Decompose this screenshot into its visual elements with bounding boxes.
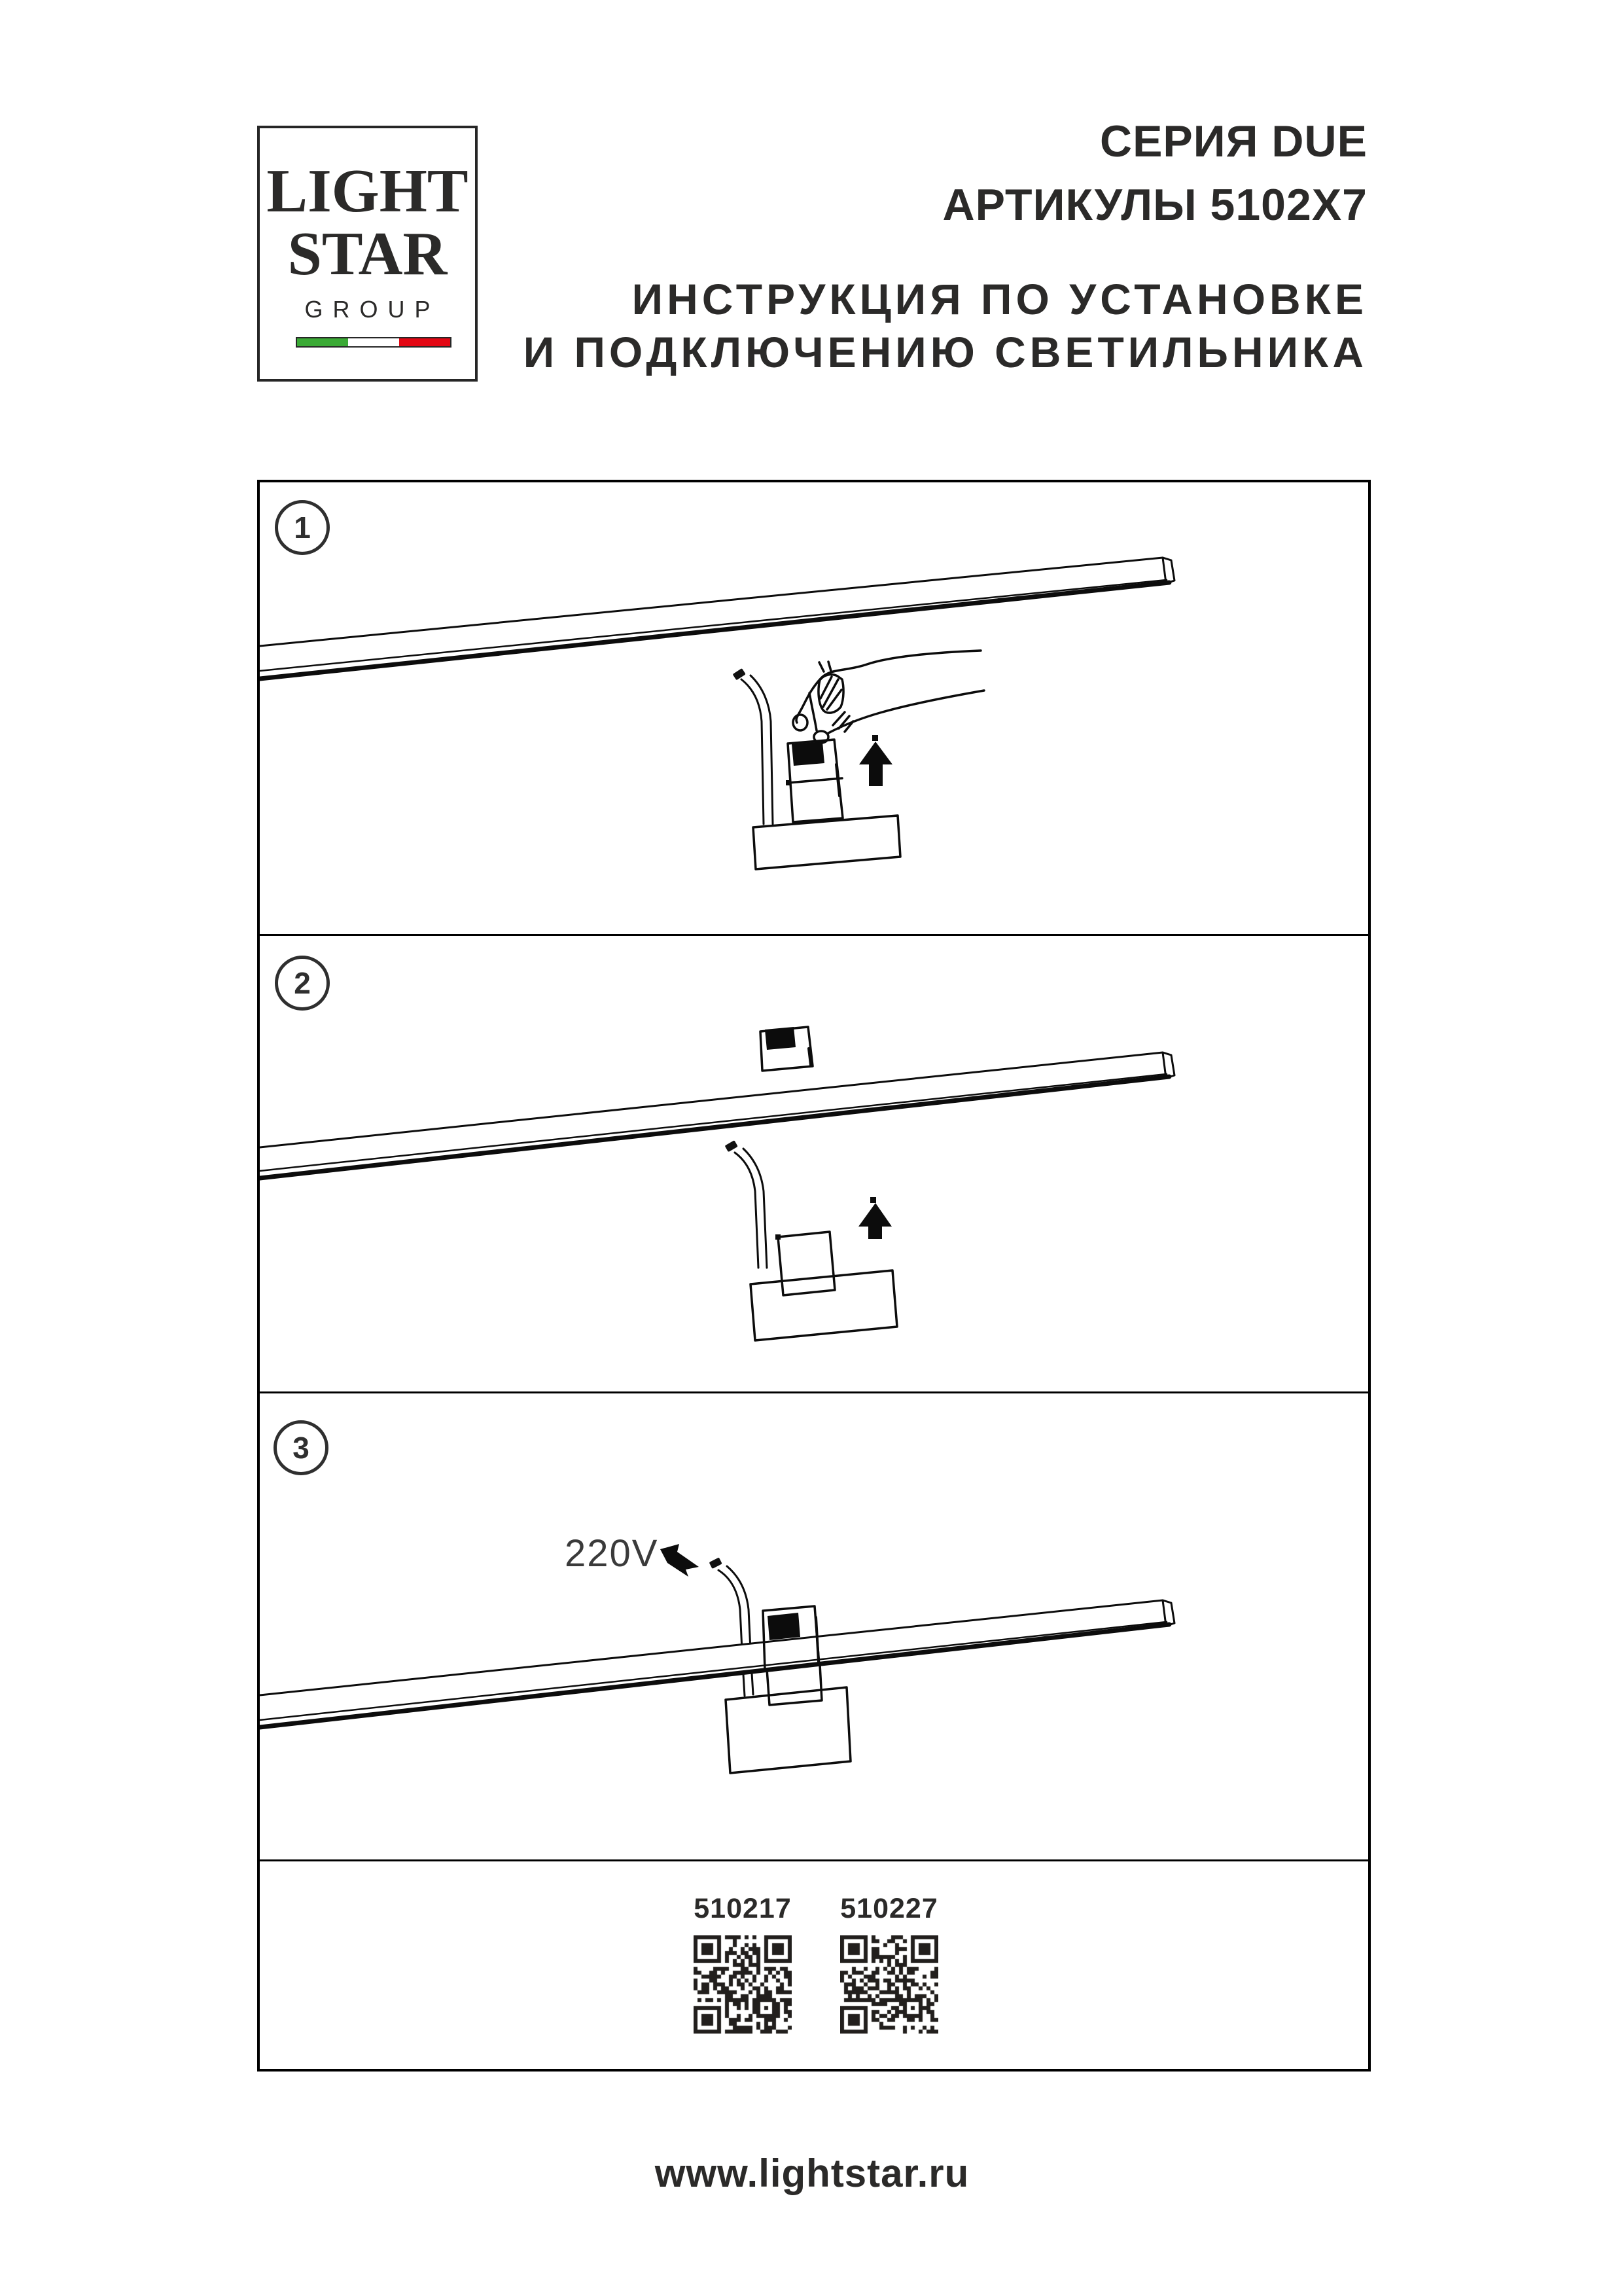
- wire-stubs: [743, 1673, 753, 1696]
- step-1-panel: [260, 482, 1368, 934]
- series-title: СЕРИЯ DUE: [1099, 117, 1368, 166]
- up-arrow-icon: [859, 735, 892, 786]
- step-3-number: 3: [292, 1431, 309, 1465]
- voltage-pointer-icon: [660, 1544, 699, 1577]
- qr-code: [694, 1935, 792, 2034]
- flag-green-segment: [297, 338, 348, 346]
- base-plate: [726, 1687, 851, 1773]
- italian-flag-bar: [296, 337, 451, 348]
- article-number: 510227: [840, 1893, 938, 1924]
- lightstar-logo: [257, 126, 478, 382]
- base-plate: [750, 1270, 897, 1340]
- rail-bar: [260, 1052, 1174, 1178]
- step-1-badge: [275, 500, 330, 555]
- base-plate: [753, 816, 900, 869]
- logo-text-group: GROUP: [304, 296, 440, 323]
- hand-illustration: [793, 651, 984, 743]
- step-1-number: 1: [294, 511, 311, 545]
- instruction-title-line1: ИНСТРУКЦИЯ ПО УСТАНОВКЕ: [631, 275, 1368, 324]
- step-2-number: 2: [294, 966, 311, 1000]
- qr-item: [840, 1893, 938, 2034]
- rail-bar: [260, 558, 1174, 679]
- voltage-label: 220V: [565, 1532, 659, 1575]
- power-wire: [733, 668, 773, 824]
- step-3-drawing: [260, 1393, 1368, 1859]
- flag-red-segment: [399, 338, 450, 346]
- power-wire: [709, 1557, 750, 1650]
- step-3-panel: [260, 1391, 1368, 1859]
- holder-bracket: [775, 1232, 835, 1295]
- instruction-title-line2: И ПОДКЛЮЧЕНИЮ СВЕТИЛЬНИКА: [523, 327, 1368, 376]
- step-2-drawing: [260, 936, 1368, 1391]
- header: [523, 110, 1368, 378]
- power-wire: [725, 1140, 767, 1268]
- article-number: 510217: [694, 1893, 792, 1924]
- instruction-title: [523, 273, 1368, 378]
- step-1-drawing: [260, 482, 1368, 934]
- rail-bar: [260, 1600, 1174, 1727]
- qr-item: [694, 1893, 792, 2034]
- qr-code: [840, 1935, 938, 2034]
- up-arrow-icon: [858, 1197, 892, 1239]
- logo-text-star: STAR: [287, 220, 448, 288]
- qr-panel: [260, 1859, 1368, 2069]
- step-3-badge: [274, 1420, 328, 1475]
- step-2-badge: [275, 956, 330, 1011]
- logo-text-light: LIGHT: [266, 157, 468, 225]
- instruction-frame: [257, 480, 1371, 2072]
- flag-white-segment: [348, 338, 399, 346]
- mount-clip-detached: [760, 1027, 813, 1071]
- website-url: www.lightstar.ru: [654, 2151, 970, 2195]
- mount-clip: [786, 740, 843, 822]
- articles-title: АРТИКУЛЫ 5102X7: [942, 179, 1368, 230]
- step-2-panel: [260, 934, 1368, 1391]
